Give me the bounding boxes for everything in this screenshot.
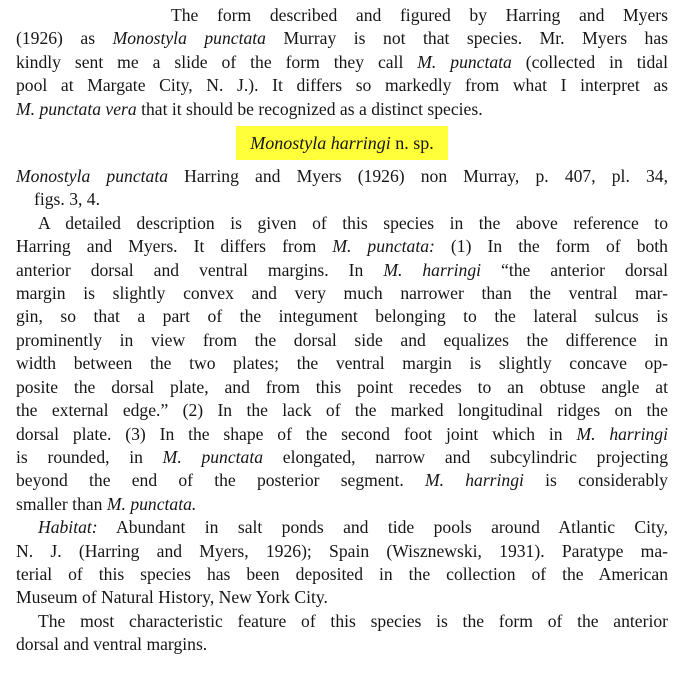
text-line: dorsal plate. (3) In the shape of the second foot joint which in M. harringi: [16, 423, 668, 444]
text-line: is rounded, in M. punctata elongated, narrow and subcylindric projecting: [16, 446, 668, 467]
text-line: pool at Margate City, N. J.). It differs so markedly from what I interpret as: [16, 75, 668, 96]
text-line: margin is slightly convex and very much narrower than the ventral mar-: [16, 283, 668, 304]
species-name: M. harringi: [576, 423, 668, 444]
habitat-paragraph: [16, 516, 668, 610]
text-line: width between the two plates; the ventral margin is slightly concave op-: [16, 353, 668, 374]
document-page: [16, 4, 668, 657]
text-line: posite the dorsal plate, and from this point recedes to an obtuse angle at: [16, 376, 668, 397]
species-heading: [236, 126, 448, 160]
text-line: Monostyla punctata Harring and Myers (1926) non Murray, p. 407, pl. 34,: [16, 166, 668, 187]
text-line: smaller than M. punctata.: [16, 493, 197, 514]
species-name: M. punctata: [162, 446, 264, 467]
text-line: terial of this species has been deposited in the collection of the American: [16, 563, 668, 584]
text-line: A detailed description is given of this species in the above reference to: [38, 212, 668, 233]
text-line: Harring and Myers. It differs from M. punctata: (1) In the form of both: [16, 236, 668, 257]
species-heading-row: [16, 123, 668, 163]
species-heading-suffix: n. sp.: [390, 133, 434, 154]
species-name: M. punctata.: [106, 493, 197, 514]
species-heading-name: Monostyla harringi: [250, 133, 391, 154]
species-name: M. harringi: [424, 470, 524, 491]
species-name: M. punctata vera: [16, 98, 137, 119]
description-paragraph: [16, 212, 668, 516]
intro-paragraph: [16, 4, 668, 121]
text-line: the external edge.” (2) In the lack of the marked longitudinal ridges on the: [16, 400, 668, 421]
text-line: beyond the end of the posterior segment. M. harringi is considerably: [16, 470, 668, 491]
text-line: The most characteristic feature of this species is the form of the anterior: [38, 610, 668, 631]
closing-paragraph: [16, 610, 668, 657]
text-line: kindly sent me a slide of the form they call M. punctata (collected in tidal: [16, 51, 668, 72]
text-line: gin, so that a part of the integument belonging to the lateral sulcus is: [16, 306, 668, 327]
text-line: (1926) as Monostyla punctata Murray is not that species. Mr. Myers has: [16, 28, 669, 49]
text-line: figs. 3, 4.: [34, 189, 100, 210]
species-name: M. punctata:: [332, 236, 435, 257]
species-name: Monostyla punctata: [112, 28, 266, 49]
synonymy-paragraph: [16, 165, 668, 212]
species-name: Monostyla punctata: [16, 166, 168, 187]
text-line: prominently in view from the dorsal side and equalizes the difference in: [16, 329, 668, 350]
species-name: M. harringi: [383, 259, 482, 280]
text-line: Museum of Natural History, New York City.: [16, 587, 328, 608]
text-line: N. J. (Harring and Myers, 1926); Spain (Wisznewski, 1931). Paratype ma-: [16, 540, 668, 561]
text-line: anterior dorsal and ventral margins. In M. harringi “the anterior dorsal: [16, 259, 668, 280]
species-name: M. punctata: [417, 51, 512, 72]
text-line: Habitat: Abundant in salt ponds and tide pools around Atlantic City,: [38, 517, 668, 538]
text-line: dorsal and ventral margins.: [16, 634, 208, 655]
habitat-label: Habitat:: [38, 517, 98, 538]
text-line: The form described and figured by Harring and Myers: [171, 5, 668, 25]
text-line: M. punctata vera that it should be recognized as a distinct species.: [16, 98, 483, 119]
